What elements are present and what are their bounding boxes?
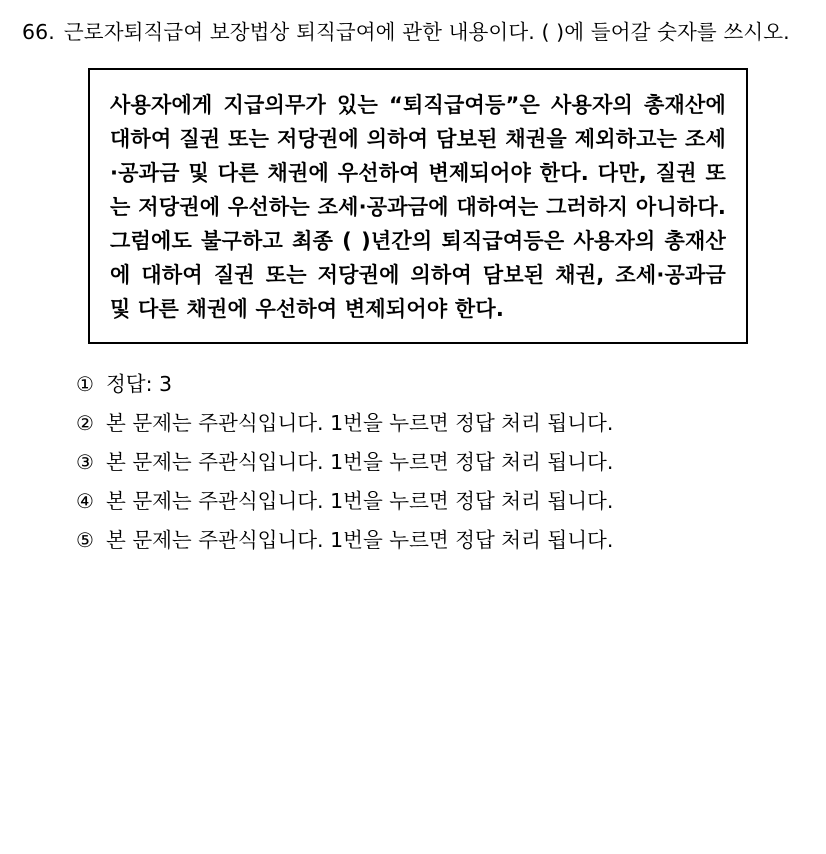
- choice-label-2: 본 문제는 주관식입니다. 1번을 누르면 정답 처리 됩니다.: [106, 410, 614, 435]
- choice-marker-2: ②: [76, 410, 94, 435]
- passage-box: [88, 68, 748, 344]
- question-stem: [22, 18, 800, 48]
- choice-marker-1: ①: [76, 371, 94, 396]
- choice-marker-4: ④: [76, 488, 94, 513]
- choice-list: [22, 370, 800, 556]
- choice-option-4[interactable]: [76, 487, 740, 517]
- choice-marker-3: ③: [76, 449, 94, 474]
- choice-option-1[interactable]: [76, 370, 740, 400]
- choice-option-5[interactable]: [76, 526, 740, 556]
- question-text: 근로자퇴직급여 보장법상 퇴직급여에 관한 내용이다. ( )에 들어갈 숫자를 쓰시오.: [63, 20, 790, 44]
- choice-option-3[interactable]: [76, 448, 740, 478]
- choice-label-1: 정답: 3: [106, 371, 173, 396]
- question-number: 66.: [22, 20, 55, 44]
- passage-text: 사용자에게 지급의무가 있는 “퇴직급여등”은 사용자의 총재산에 대하여 질권 또는 저당권에 의하여 담보된 채권을 제외하고는 조세·공과금 및 다른 채권에 우선하여 변제되어야 한다. 다만, 질권 또는 저당권에 우선하는 조세·공과금에 대하여는 그러하지 아니하다. 그럼에도 불구하고 최종 ( )년간의 퇴직급여등은 사용자의 총재산에 대하여 질권 또는 저당권에 의하여 담보된 채권, 조세·공과금 및 다른 채권에 우선하여 변제되어야 한다.: [110, 92, 726, 321]
- choice-label-3: 본 문제는 주관식입니다. 1번을 누르면 정답 처리 됩니다.: [106, 449, 614, 474]
- choice-marker-5: ⑤: [76, 527, 94, 552]
- choice-option-2[interactable]: [76, 409, 740, 439]
- choice-label-4: 본 문제는 주관식입니다. 1번을 누르면 정답 처리 됩니다.: [106, 488, 614, 513]
- choice-label-5: 본 문제는 주관식입니다. 1번을 누르면 정답 처리 됩니다.: [106, 527, 614, 552]
- passage-container: [22, 68, 800, 344]
